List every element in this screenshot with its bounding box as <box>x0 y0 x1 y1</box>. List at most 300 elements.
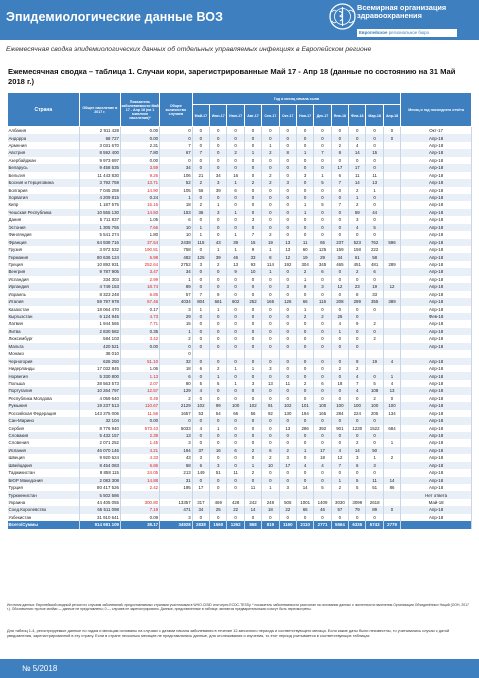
month-cases-cell: 0 <box>244 335 261 342</box>
country-cell: Болгария <box>8 187 80 194</box>
month-cases-cell <box>227 350 244 357</box>
month-cases-cell: 102 <box>244 402 261 409</box>
month-cases-cell: 17 <box>314 447 331 454</box>
last-report-cell: Апр-18 <box>401 432 472 439</box>
table-row <box>8 209 472 216</box>
month-cases-cell <box>383 469 400 476</box>
month-cases-cell: 6 <box>192 365 209 372</box>
month-cases-cell: 0 <box>349 328 366 335</box>
month-cases-cell <box>383 179 400 186</box>
population-cell: 5 711 837 <box>79 216 120 223</box>
country-cell: Турция <box>8 484 80 491</box>
month-cases-cell: 0 <box>366 276 383 283</box>
month-cases-cell: 0 <box>227 484 244 491</box>
month-cases-cell: 125 <box>192 253 209 260</box>
month-cases-cell: 0 <box>349 335 366 342</box>
month-cases-cell <box>383 491 400 498</box>
month-cases-cell: 0 <box>227 157 244 164</box>
month-cases-cell: 0 <box>314 194 331 201</box>
month-cases-cell: 451 <box>349 261 366 268</box>
month-cases-cell <box>314 350 331 357</box>
month-cases-cell: 0 <box>296 320 313 327</box>
month-cases-cell: 65 <box>296 506 313 513</box>
month-cases-cell: 7 <box>349 380 366 387</box>
incidence-cell: 4.73 <box>121 313 160 320</box>
month-cases-cell: 0 <box>210 134 227 141</box>
month-cases-cell: 1 <box>331 328 348 335</box>
month-cases-cell: 0 <box>210 387 227 394</box>
month-cases-cell: 1 <box>210 425 227 432</box>
month-cases-cell: 0 <box>279 127 296 135</box>
month-cases-cell: 0 <box>296 343 313 350</box>
month-cases-cell: 2 <box>383 454 400 461</box>
month-cases-cell: 0 <box>296 387 313 394</box>
month-cases-cell: 0 <box>279 216 296 223</box>
month-cases-cell: 0 <box>314 157 331 164</box>
month-cases-cell <box>366 365 383 372</box>
month-cases-cell: 13 <box>279 425 296 432</box>
country-cell: Италия <box>8 298 80 305</box>
month-cases-cell: 0 <box>262 343 279 350</box>
month-cases-cell: 46 <box>227 253 244 260</box>
month-cases-cell: 0 <box>192 320 209 327</box>
incidence-cell: 12.57 <box>121 387 160 394</box>
month-cases-cell: 0 <box>210 216 227 223</box>
month-cases-cell: 0 <box>227 514 244 521</box>
population-cell: 64 938 716 <box>79 239 120 246</box>
incidence-cell: 0.00 <box>121 134 160 141</box>
population-cell: 1 305 755 <box>79 224 120 231</box>
incidence-cell: 14.50 <box>121 209 160 216</box>
month-cases-cell: 0 <box>244 291 261 298</box>
month-cases-cell: 5 <box>210 380 227 387</box>
month-cases-cell: 0 <box>383 127 400 135</box>
table-row <box>8 454 472 461</box>
country-cell: Босния и Герцеговина <box>8 179 80 186</box>
table-row <box>8 253 472 260</box>
col-header-incidence: Показатель заболеваемости Май 17 - Апр 18 (на 1 миллион населения)* <box>121 93 160 127</box>
month-cases-cell: 0 <box>314 514 331 521</box>
last-report-cell: Апр-18 <box>401 454 472 461</box>
country-cell: Армения <box>8 142 80 149</box>
incidence-cell: 573.43 <box>121 425 160 432</box>
total-row <box>8 521 472 528</box>
month-cases-cell: 22 <box>279 506 296 513</box>
last-report-cell: Апр-18 <box>401 469 472 476</box>
population-cell: 2 830 582 <box>79 328 120 335</box>
total-value-cell: 1560 <box>210 521 227 528</box>
month-cases-cell: 7 <box>244 231 261 238</box>
month-cases-cell <box>192 350 209 357</box>
last-report-cell: Апр-18 <box>401 410 472 417</box>
population-cell: 80 636 124 <box>79 253 120 260</box>
month-cases-cell: 10 <box>262 462 279 469</box>
country-cell: Дания <box>8 216 80 223</box>
month-cases-cell: 0 <box>314 224 331 231</box>
month-cases-cell: 2 <box>296 313 313 320</box>
month-cases-cell <box>383 224 400 231</box>
month-cases-cell: 4 <box>192 425 209 432</box>
total-cases-cell: 0 <box>160 134 193 141</box>
month-cases-cell: 0 <box>210 313 227 320</box>
month-cases-cell: 0 <box>296 134 313 141</box>
month-cases-cell: 18 <box>314 454 331 461</box>
total-cases-cell: 195 <box>160 484 193 491</box>
month-cases-cell <box>262 350 279 357</box>
month-cases-cell: 6 <box>192 462 209 469</box>
month-cases-cell: 3 <box>210 209 227 216</box>
total-cases-cell: 13357 <box>160 499 193 506</box>
last-report-cell: Апр-18 <box>401 157 472 164</box>
total-label-cell: Всего/Суммы <box>8 521 80 528</box>
month-cases-cell: 101 <box>296 402 313 409</box>
month-cases-cell: 0 <box>314 209 331 216</box>
month-cases-cell: 34 <box>210 172 227 179</box>
month-cases-cell: 0 <box>227 439 244 446</box>
month-cases-cell: 0 <box>244 276 261 283</box>
month-cases-cell: 0 <box>262 432 279 439</box>
last-report-cell: Апр-18 <box>401 179 472 186</box>
incidence-cell: 0.49 <box>121 395 160 402</box>
month-cases-cell: 0 <box>227 343 244 350</box>
country-cell: Греция <box>8 261 80 268</box>
month-cases-cell: 0 <box>279 469 296 476</box>
month-cases-cell: 86 <box>383 484 400 491</box>
month-cases-cell: 0 <box>331 306 348 313</box>
month-cases-cell <box>383 462 400 469</box>
table-row <box>8 306 472 313</box>
country-cell: Норвегия <box>8 372 80 379</box>
country-cell: Польша <box>8 380 80 387</box>
total-cases-cell: 58 <box>160 462 193 469</box>
month-cases-cell: 1 <box>227 179 244 186</box>
month-cases-cell: 1 <box>192 224 209 231</box>
month-cases-cell: 16 <box>227 172 244 179</box>
last-report-cell: Апр-18 <box>401 239 472 246</box>
month-cases-cell: 901 <box>331 425 348 432</box>
table-row <box>8 484 472 491</box>
month-cases-cell: 2 <box>349 187 366 194</box>
country-cell: Ирландия <box>8 283 80 290</box>
month-cases-cell <box>383 291 400 298</box>
month-cases-cell: 61 <box>349 253 366 260</box>
month-cases-cell: 0 <box>296 365 313 372</box>
table-row <box>8 127 472 135</box>
table-row <box>8 335 472 342</box>
month-cases-cell: 0 <box>383 395 400 402</box>
total-value-cell: 2110 <box>296 521 313 528</box>
method-notes: Для таблиц 1-4, регистрируемые данные по годам и месяцам основаны на случаях с датами начала заболевания в течение 12-месячного периода и соответствующего месяца. Если какие даты были неизвестны, то учитывались случаи с датой уведомления, зарегистрированной в эту страну. Если в стране несколько месяцев не представлялись данные, для отслеживания и изучения, то этот период учитывается в соответствующих таблицах. <box>7 628 450 638</box>
incidence-cell: 5.98 <box>121 253 160 260</box>
population-cell: 584 103 <box>79 335 120 342</box>
month-cases-cell: 0 <box>262 306 279 313</box>
month-cases-cell: 21 <box>192 172 209 179</box>
country-cell: Литва <box>8 328 80 335</box>
total-cases-cell: 482 <box>160 253 193 260</box>
population-cell: 44 405 055 <box>79 499 120 506</box>
col-header-month-group: Год и месяц начала сыпи <box>192 93 401 105</box>
month-cases-cell: 2618 <box>366 499 383 506</box>
last-report-cell: Апр-18 <box>401 253 472 260</box>
month-cases-cell: 0 <box>244 194 261 201</box>
month-cases-cell: 66 <box>227 410 244 417</box>
month-cases-cell <box>383 194 400 201</box>
population-cell: 2 071 252 <box>79 439 120 446</box>
population-cell: 17 032 845 <box>79 365 120 372</box>
month-cases-cell: 2 <box>227 149 244 156</box>
month-cases-cell: 0 <box>244 209 261 216</box>
population-cell: 2 083 308 <box>79 477 120 484</box>
total-cases-cell: 18 <box>160 201 193 208</box>
table-notes: Источник данных: Европейский сводный регион по случаям заболеваний, предоставляемых странами участниками в WHO-CISID или через ECDC-TESSy. * показатель заболеваемости рассчитан на основании данных о численности населения Организации Объединённых Наций (ООН, 2017 г.). Обозначения: пустые ячейки — данные не представлены; 0 — случаев не зарегистрировано. Данные, представленные в таблице, являются предварительными и могут быть пересмотрены. <box>7 603 469 612</box>
month-cases-cell <box>383 313 400 320</box>
month-cases-cell: 2 <box>244 469 261 476</box>
incidence-cell: 0.00 <box>121 417 160 424</box>
last-report-cell <box>401 350 472 357</box>
month-cases-cell: 0 <box>366 127 383 135</box>
incidence-cell: 3.59 <box>121 164 160 171</box>
month-cases-cell: 0 <box>244 417 261 424</box>
header-banner <box>0 0 479 40</box>
month-cases-cell: 237 <box>331 239 348 246</box>
month-cases-cell: 93 <box>244 261 261 268</box>
country-cell: Австрия <box>8 149 80 156</box>
month-cases-cell: 0 <box>192 395 209 402</box>
country-cell: Сан-Марино <box>8 417 80 424</box>
last-report-cell: Апр-18 <box>401 172 472 179</box>
month-cases-cell: 5 <box>349 477 366 484</box>
month-cases-cell: 0 <box>192 246 209 253</box>
month-cases-cell: 3 <box>210 179 227 186</box>
month-cases-cell: 2 <box>210 261 227 268</box>
month-cases-cell: 0 <box>262 335 279 342</box>
month-cases-cell: 23 <box>349 283 366 290</box>
month-cases-cell: 0 <box>227 454 244 461</box>
total-cases-cell: 6 <box>160 372 193 379</box>
month-cases-cell: 14 <box>296 484 313 491</box>
month-cases-cell: 0 <box>366 157 383 164</box>
month-cases-cell: 39 <box>227 239 244 246</box>
month-cases-cell: 0 <box>331 127 348 135</box>
month-cases-cell: 0 <box>279 514 296 521</box>
population-cell: 626 250 <box>79 358 120 365</box>
month-cases-cell: 2 <box>244 179 261 186</box>
month-cases-cell: 0 <box>296 514 313 521</box>
total-value-cell: 38.17 <box>121 521 160 528</box>
month-cases-cell: 16 <box>210 447 227 454</box>
incidence-cell: 13.71 <box>121 179 160 186</box>
table-row <box>8 194 472 201</box>
last-report-cell: Апр-18 <box>401 425 472 432</box>
month-cases-cell: 58 <box>366 253 383 260</box>
month-cases-cell: 0 <box>210 164 227 171</box>
month-cases-cell: 1 <box>349 194 366 201</box>
month-cases-cell: 0 <box>296 328 313 335</box>
population-cell: 10 892 931 <box>79 261 120 268</box>
country-cell: Нидерланды <box>8 365 80 372</box>
month-cases-cell: 0 <box>244 395 261 402</box>
month-cases-cell: 0 <box>192 417 209 424</box>
total-cases-cell: 5033 <box>160 425 193 432</box>
month-cases-cell: 0 <box>314 432 331 439</box>
month-cases-cell: 37 <box>192 447 209 454</box>
month-cases-cell: 60 <box>296 246 313 253</box>
population-cell: 334 303 <box>79 276 120 283</box>
month-cases-cell: 1 <box>314 172 331 179</box>
table-row <box>8 447 472 454</box>
month-cases-cell: 0 <box>279 358 296 365</box>
country-cell: Франция <box>8 239 80 246</box>
month-cases-cell: 1 <box>192 306 209 313</box>
month-cases-cell: 0 <box>279 201 296 208</box>
incidence-cell: 2.39 <box>121 432 160 439</box>
month-cases-cell: 0 <box>227 194 244 201</box>
month-cases-cell: 7 <box>331 179 348 186</box>
month-cases-cell: 289 <box>349 298 366 305</box>
month-cases-cell: 0 <box>244 514 261 521</box>
month-cases-cell: 0 <box>210 142 227 149</box>
month-cases-cell: 0 <box>314 417 331 424</box>
month-cases-cell: 0 <box>366 216 383 223</box>
month-cases-cell: 7 <box>331 462 348 469</box>
month-cases-cell: 0 <box>192 477 209 484</box>
month-cases-cell: 0 <box>314 127 331 135</box>
month-cases-cell: 0 <box>296 216 313 223</box>
total-cases-cell: 2 <box>160 335 193 342</box>
month-cases-cell: 0 <box>296 358 313 365</box>
incidence-cell: 11.56 <box>121 410 160 417</box>
month-cases-cell: 0 <box>331 358 348 365</box>
incidence-cell: 0.00 <box>121 343 160 350</box>
table-row <box>8 187 472 194</box>
total-value-cell: 5564 <box>331 521 348 528</box>
month-cases-cell: 100 <box>331 402 348 409</box>
table-row <box>8 439 472 446</box>
population-cell: 38 563 573 <box>79 380 120 387</box>
last-report-cell: Апр-18 <box>401 149 472 156</box>
month-cases-cell: 17 <box>331 164 348 171</box>
population-cell: 5 330 800 <box>79 372 120 379</box>
month-cases-cell: 0 <box>314 134 331 141</box>
month-cases-cell: 0 <box>366 514 383 521</box>
month-cases-cell: 0 <box>279 328 296 335</box>
month-cases-cell: 25 <box>210 506 227 513</box>
month-cases-cell: 0 <box>227 291 244 298</box>
month-cases-cell: 149 <box>192 469 209 476</box>
org-region-suffix: региональное бюро <box>388 30 430 35</box>
last-report-cell: Апр-18 <box>401 335 472 342</box>
month-cases-cell: 389 <box>383 298 400 305</box>
month-cases-cell: 0 <box>192 268 209 275</box>
month-cases-cell: 0 <box>262 291 279 298</box>
total-cases-cell: 213 <box>160 469 193 476</box>
incidence-cell: 9.26 <box>121 172 160 179</box>
month-cases-cell: 115 <box>192 239 209 246</box>
last-report-cell: Апр-18 <box>401 261 472 268</box>
month-cases-cell: 242 <box>244 499 261 506</box>
table-row <box>8 365 472 372</box>
month-cases-cell <box>383 276 400 283</box>
total-cases-cell: 80 <box>160 380 193 387</box>
page-subtitle: Ежемесячная сводка эпидемиологических данных об отдельных управляемых инфекциях в Европейском регионе <box>6 46 372 53</box>
population-cell: 46 070 146 <box>79 447 120 454</box>
incidence-cell: 14.90 <box>121 187 160 194</box>
month-cases-cell: 345 <box>314 261 331 268</box>
month-cases-cell <box>366 313 383 320</box>
last-report-cell: Апр-18 <box>401 506 472 513</box>
table-title: Ежемесячная сводка – таблица 1. Случаи кори, зарегистрированные Май 17 - Апр 18 (данные по состоянию на 31 Май 2018 г.) <box>8 67 456 86</box>
month-cases-cell: 13 <box>279 239 296 246</box>
table-row <box>8 491 472 498</box>
population-cell: 2 911 428 <box>79 127 120 135</box>
who-logo <box>329 3 475 37</box>
month-cases-cell: 2 <box>244 447 261 454</box>
month-cases-cell: 0 <box>279 477 296 484</box>
month-cases-cell: 505 <box>279 499 296 506</box>
month-cases-cell: 18 <box>331 380 348 387</box>
last-report-cell: Апр-18 <box>401 268 472 275</box>
total-cases-cell: 153 <box>160 209 193 216</box>
month-cases-cell: 0 <box>192 313 209 320</box>
month-cases-cell: 0 <box>331 231 348 238</box>
month-cases-cell: 317 <box>192 499 209 506</box>
month-cases-cell: 0 <box>349 134 366 141</box>
month-cases-cell: 12 <box>331 283 348 290</box>
month-cases-cell: 0 <box>296 439 313 446</box>
month-cases-cell: 0 <box>210 231 227 238</box>
total-cases-cell: 57 <box>160 291 193 298</box>
month-cases-cell: 92 <box>262 410 279 417</box>
table-row <box>8 246 472 253</box>
population-cell: 8 776 940 <box>79 425 120 432</box>
month-cases-cell <box>383 335 400 342</box>
last-report-cell: Апр-18 <box>401 209 472 216</box>
incidence-cell: 18.74 <box>121 283 160 290</box>
month-cases-cell: 0 <box>296 179 313 186</box>
month-cases-cell: 0 <box>262 194 279 201</box>
month-cases-cell: 248 <box>262 499 279 506</box>
month-cases-cell: 0 <box>279 134 296 141</box>
month-cases-cell: 2 <box>349 201 366 208</box>
table-row <box>8 142 472 149</box>
month-cases-cell: 11 <box>349 172 366 179</box>
month-cases-cell: 1 <box>262 246 279 253</box>
month-cases-cell: 0 <box>244 313 261 320</box>
month-cases-cell: 0 <box>331 343 348 350</box>
month-cases-cell: 10 <box>244 268 261 275</box>
month-cases-cell: 18 <box>262 506 279 513</box>
month-cases-cell: 33 <box>366 291 383 298</box>
last-report-cell: Апр-18 <box>401 439 472 446</box>
month-cases-cell: 11 <box>366 477 383 484</box>
month-cases-cell: 14 <box>349 149 366 156</box>
month-cases-cell: 0 <box>192 134 209 141</box>
month-cases-cell <box>383 268 400 275</box>
month-cases-cell: 13 <box>383 387 400 394</box>
month-cases-cell: 194 <box>296 410 313 417</box>
month-cases-cell: 0 <box>210 157 227 164</box>
month-cases-cell: 0 <box>296 432 313 439</box>
month-cases-cell: 3 <box>244 216 261 223</box>
month-cases-cell: 0 <box>314 343 331 350</box>
month-cases-cell: 0 <box>331 209 348 216</box>
month-cases-cell: 11 <box>244 484 261 491</box>
month-cases-cell: 19 <box>262 239 279 246</box>
month-cases-cell: 0 <box>296 469 313 476</box>
month-cases-cell: 0 <box>331 372 348 379</box>
table-row <box>8 395 472 402</box>
month-cases-cell: 0 <box>296 224 313 231</box>
